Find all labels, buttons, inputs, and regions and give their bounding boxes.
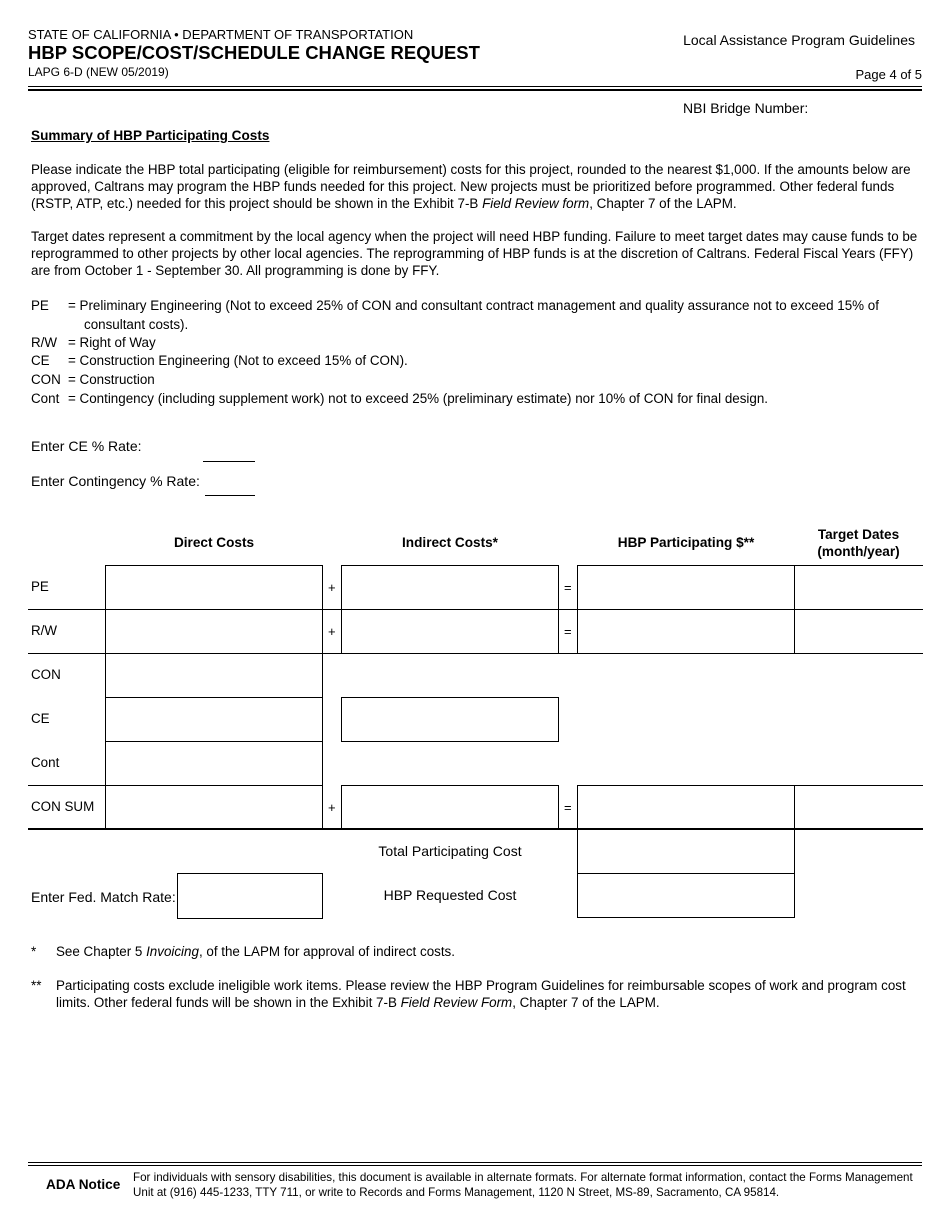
ada-notice-text: For individuals with sensory disabilities, this document is available in alternate formats. For alternate format information, contact the Forms Management Unit at (916) 445-1233, TTY 711, or write to Records and Forms Management, 1120 N Street, MS-89, Sacramento, CA 95814.	[133, 1171, 913, 1199]
pe-direct-cost-field[interactable]	[105, 565, 323, 610]
footer-rule-bottom	[28, 1165, 922, 1166]
equals-sign: =	[564, 624, 572, 639]
header-rule-top	[28, 86, 922, 87]
row-label-con-sum: CON SUM	[31, 799, 95, 814]
plus-sign: +	[328, 624, 336, 639]
con-sum-indirect-cost-field[interactable]	[341, 785, 559, 830]
nbi-bridge-label: NBI Bridge Number:	[683, 100, 809, 116]
page-number: Page 4 of 5	[855, 67, 922, 82]
plus-sign: +	[328, 800, 336, 815]
rw-direct-cost-field[interactable]	[105, 609, 323, 654]
legend-pe: PE = Preliminary Engineering (Not to exceed 25% of CON and consultant contract management and quality assurance not to exceed 15% of	[31, 298, 879, 313]
rw-indirect-cost-field[interactable]	[341, 609, 559, 654]
con-sum-hbp-participating-field[interactable]	[577, 785, 795, 830]
con-direct-cost-field[interactable]	[105, 653, 323, 698]
intro-paragraph: Please indicate the HBP total participating (eligible for reimbursement) costs for this project, rounded to the nearest $1,000. If the amounts below are approved, Caltrans may program the HBP funds needed for this project. New projects must be prioritized before programmed. Other federal funds (RSTP, ATP, etc.) needed for this project should be shown in the Exhibit 7-B Field Review form, Chapter 7 of the LAPM.	[31, 162, 911, 211]
col-header-direct: Direct Costs	[173, 535, 255, 550]
ce-indirect-cost-field[interactable]	[341, 697, 559, 742]
footnote-indirect: * See Chapter 5 Invoicing, of the LAPM for approval of indirect costs.	[31, 944, 455, 959]
row-label-rw: R/W	[31, 623, 58, 638]
ce-rate-label: Enter CE % Rate:	[31, 438, 142, 454]
legend-cont: Cont = Contingency (including supplement work) not to exceed 25% (preliminary estimate) nor 10% of CON for final design.	[31, 391, 769, 406]
footer-rule-top	[28, 1162, 922, 1163]
agency-name: STATE OF CALIFORNIA • DEPARTMENT OF TRANSPORTATION	[28, 27, 414, 42]
row-divider	[28, 785, 106, 786]
section-title: Summary of HBP Participating Costs	[31, 128, 270, 143]
rw-target-date-field[interactable]	[794, 609, 923, 654]
contingency-rate-input[interactable]	[205, 475, 255, 496]
row-label-pe: PE	[31, 579, 49, 594]
pe-target-date-field[interactable]	[794, 565, 923, 610]
plus-sign: +	[328, 580, 336, 595]
hbp-requested-field[interactable]	[577, 873, 795, 918]
legend-pe-cont: consultant costs).	[84, 317, 189, 332]
row-label-ce: CE	[31, 711, 50, 726]
ce-rate-input[interactable]	[203, 441, 255, 462]
cont-direct-cost-field[interactable]	[105, 741, 323, 786]
col-header-target-dates: Target Dates (month/year)	[817, 527, 900, 559]
total-participating-label: Total Participating Cost	[378, 843, 522, 859]
hbp-requested-label: HBP Requested Cost	[383, 887, 517, 903]
ce-direct-cost-field[interactable]	[105, 697, 323, 742]
row-divider	[28, 609, 923, 610]
fed-match-rate-label: Enter Fed. Match Rate:	[31, 889, 176, 905]
equals-sign: =	[564, 580, 572, 595]
con-sum-direct-cost-field[interactable]	[105, 785, 323, 830]
col-header-indirect: Indirect Costs*	[402, 535, 498, 550]
row-label-cont: Cont	[31, 755, 60, 770]
guidelines-title: Local Assistance Program Guidelines	[683, 32, 915, 48]
form-title: HBP SCOPE/COST/SCHEDULE CHANGE REQUEST	[28, 42, 480, 63]
nbi-bridge-input[interactable]	[812, 99, 921, 119]
con-sum-target-date-field[interactable]	[794, 785, 923, 830]
target-dates-paragraph: Target dates represent a commitment by the local agency when the project will need HBP funding. Failure to meet target dates may cause funds to be reprogrammed to other projects by other local agencies. The reprogramming of HBP funds is at the discretion of Caltrans. Federal Fiscal Years (FFY) are from October 1 - September 30. All programming is done by FFY.	[31, 229, 918, 278]
fed-match-rate-input[interactable]	[177, 873, 323, 919]
footnote-participating: ** Participating costs exclude ineligible work items. Please review the HBP Program Guidelines for reimbursable scopes of work and program cost limits. Other federal funds will be shown in the Exhibit 7-B Field Review Form, Chapter 7 of the LAPM.	[31, 978, 906, 1010]
pe-indirect-cost-field[interactable]	[341, 565, 559, 610]
equals-sign: =	[564, 800, 572, 815]
col-header-hbp: HBP Participating $**	[617, 535, 755, 550]
ada-notice-label: ADA Notice	[46, 1177, 121, 1192]
pe-hbp-participating-field[interactable]	[577, 565, 795, 610]
total-participating-field[interactable]	[577, 829, 795, 874]
form-id: LAPG 6-D (NEW 05/2019)	[28, 65, 169, 79]
header-rule-bottom	[28, 89, 922, 91]
rw-hbp-participating-field[interactable]	[577, 609, 795, 654]
legend-ce: CE = Construction Engineering (Not to exceed 15% of CON).	[31, 353, 408, 368]
contingency-rate-label: Enter Contingency % Rate:	[31, 473, 200, 489]
row-label-con: CON	[31, 667, 61, 682]
legend-con: CON = Construction	[31, 372, 155, 387]
legend-rw: R/W = Right of Way	[31, 335, 156, 350]
